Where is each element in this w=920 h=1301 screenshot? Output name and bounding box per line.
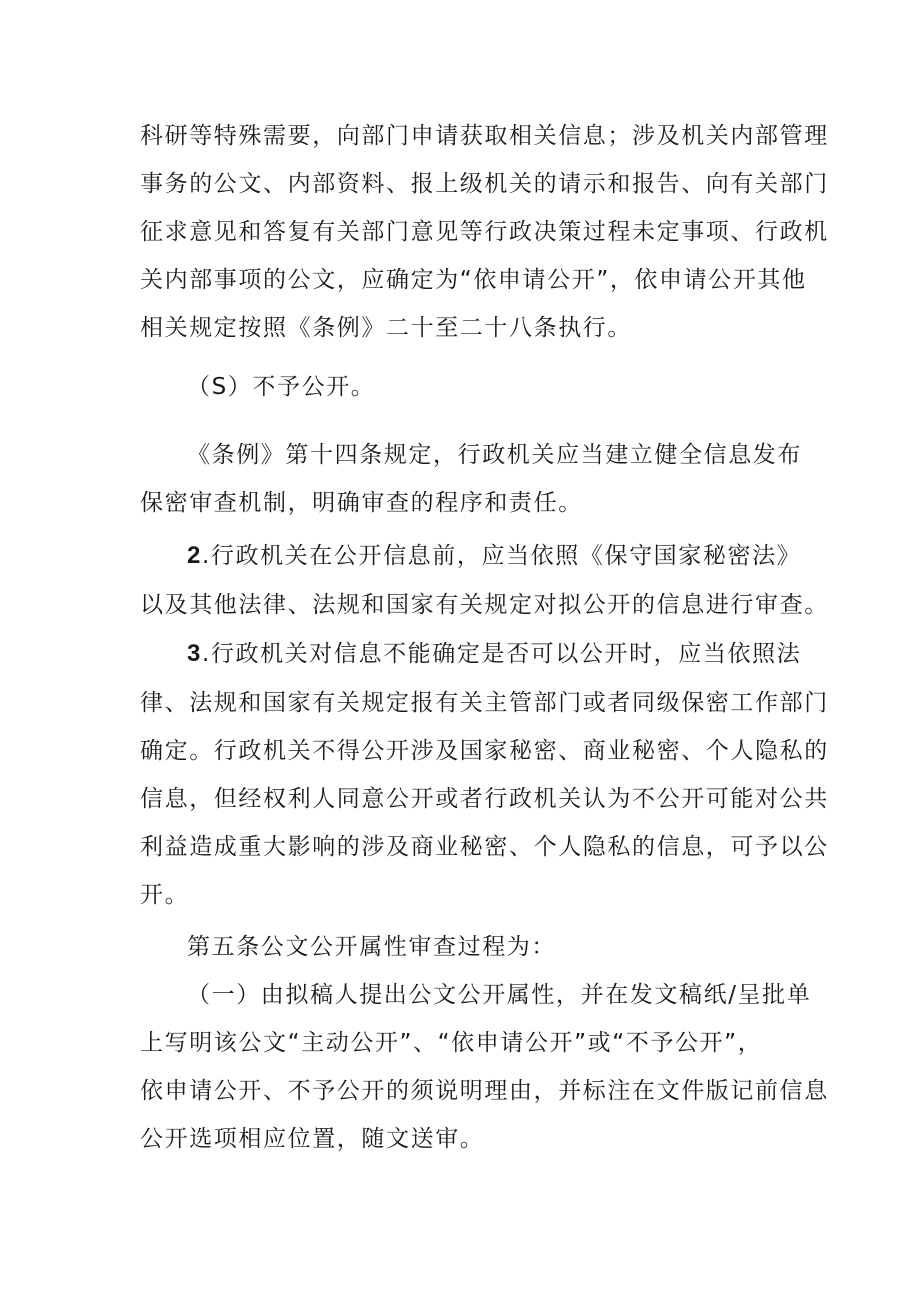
- paragraph-line: 《条例》第十四条规定，行政机关应当建立健全信息发布: [187, 442, 802, 468]
- paragraph-line: 关内部事项的公文，应确定为“依申请公开”，依申请公开其他: [140, 267, 807, 293]
- paragraph-line: 律、法规和国家有关规定报有关主管部门或者同级保密工作部门: [140, 690, 829, 716]
- paragraph-line: 上写明该公文“主动公开”、“依申请公开”或“不予公开”，: [140, 1030, 763, 1056]
- paragraph-line: 保密审查机制，明确审查的程序和责任。: [140, 490, 583, 516]
- paragraph-line: 事务的公文、内部资料、报上级机关的请示和报告、向有关部门: [140, 171, 829, 197]
- paragraph-line: 确定。行政机关不得公开涉及国家秘密、商业秘密、个人隐私的: [140, 738, 829, 764]
- section-heading: （S）不予公开。: [187, 374, 376, 400]
- paragraph-line: 开。: [140, 882, 190, 908]
- paragraph-line: 公开选项相应位置，随文送审。: [140, 1126, 485, 1152]
- paragraph-line: 相关规定按照《条例》二十至二十八条执行。: [140, 315, 632, 341]
- item-number: 3: [187, 640, 202, 667]
- article-heading: 第五条公文公开属性审查过程为：: [187, 934, 556, 960]
- item-text: .行政机关对信息不能确定是否可以公开时，应当依照法: [201, 641, 802, 667]
- paragraph-line: 利益造成重大影响的涉及商业秘密、个人隐私的信息，可予以公: [140, 834, 829, 860]
- paragraph-line: （一）由拟稿人提出公文公开属性，并在发文稿纸/呈批单: [187, 982, 812, 1008]
- paragraph-line: 信息，但经权利人同意公开或者行政机关认为不公开可能对公共: [140, 786, 829, 812]
- paragraph-line: 征求意见和答复有关部门意见等行政决策过程未定事项、行政机: [140, 219, 829, 245]
- item-text: .行政机关在公开信息前，应当依照《保守国家秘密法》: [201, 543, 802, 569]
- numbered-item-line: [187, 541, 801, 571]
- numbered-item-line: [187, 639, 801, 669]
- paragraph-line: 依申请公开、不予公开的须说明理由，并标注在文件版记前信息: [140, 1078, 829, 1104]
- item-number: 2: [187, 542, 202, 569]
- paragraph-line: 科研等特殊需要，向部门申请获取相关信息；涉及机关内部管理: [140, 123, 829, 149]
- paragraph-line: 以及其他法律、法规和国家有关规定对拟公开的信息进行审查。: [140, 592, 829, 618]
